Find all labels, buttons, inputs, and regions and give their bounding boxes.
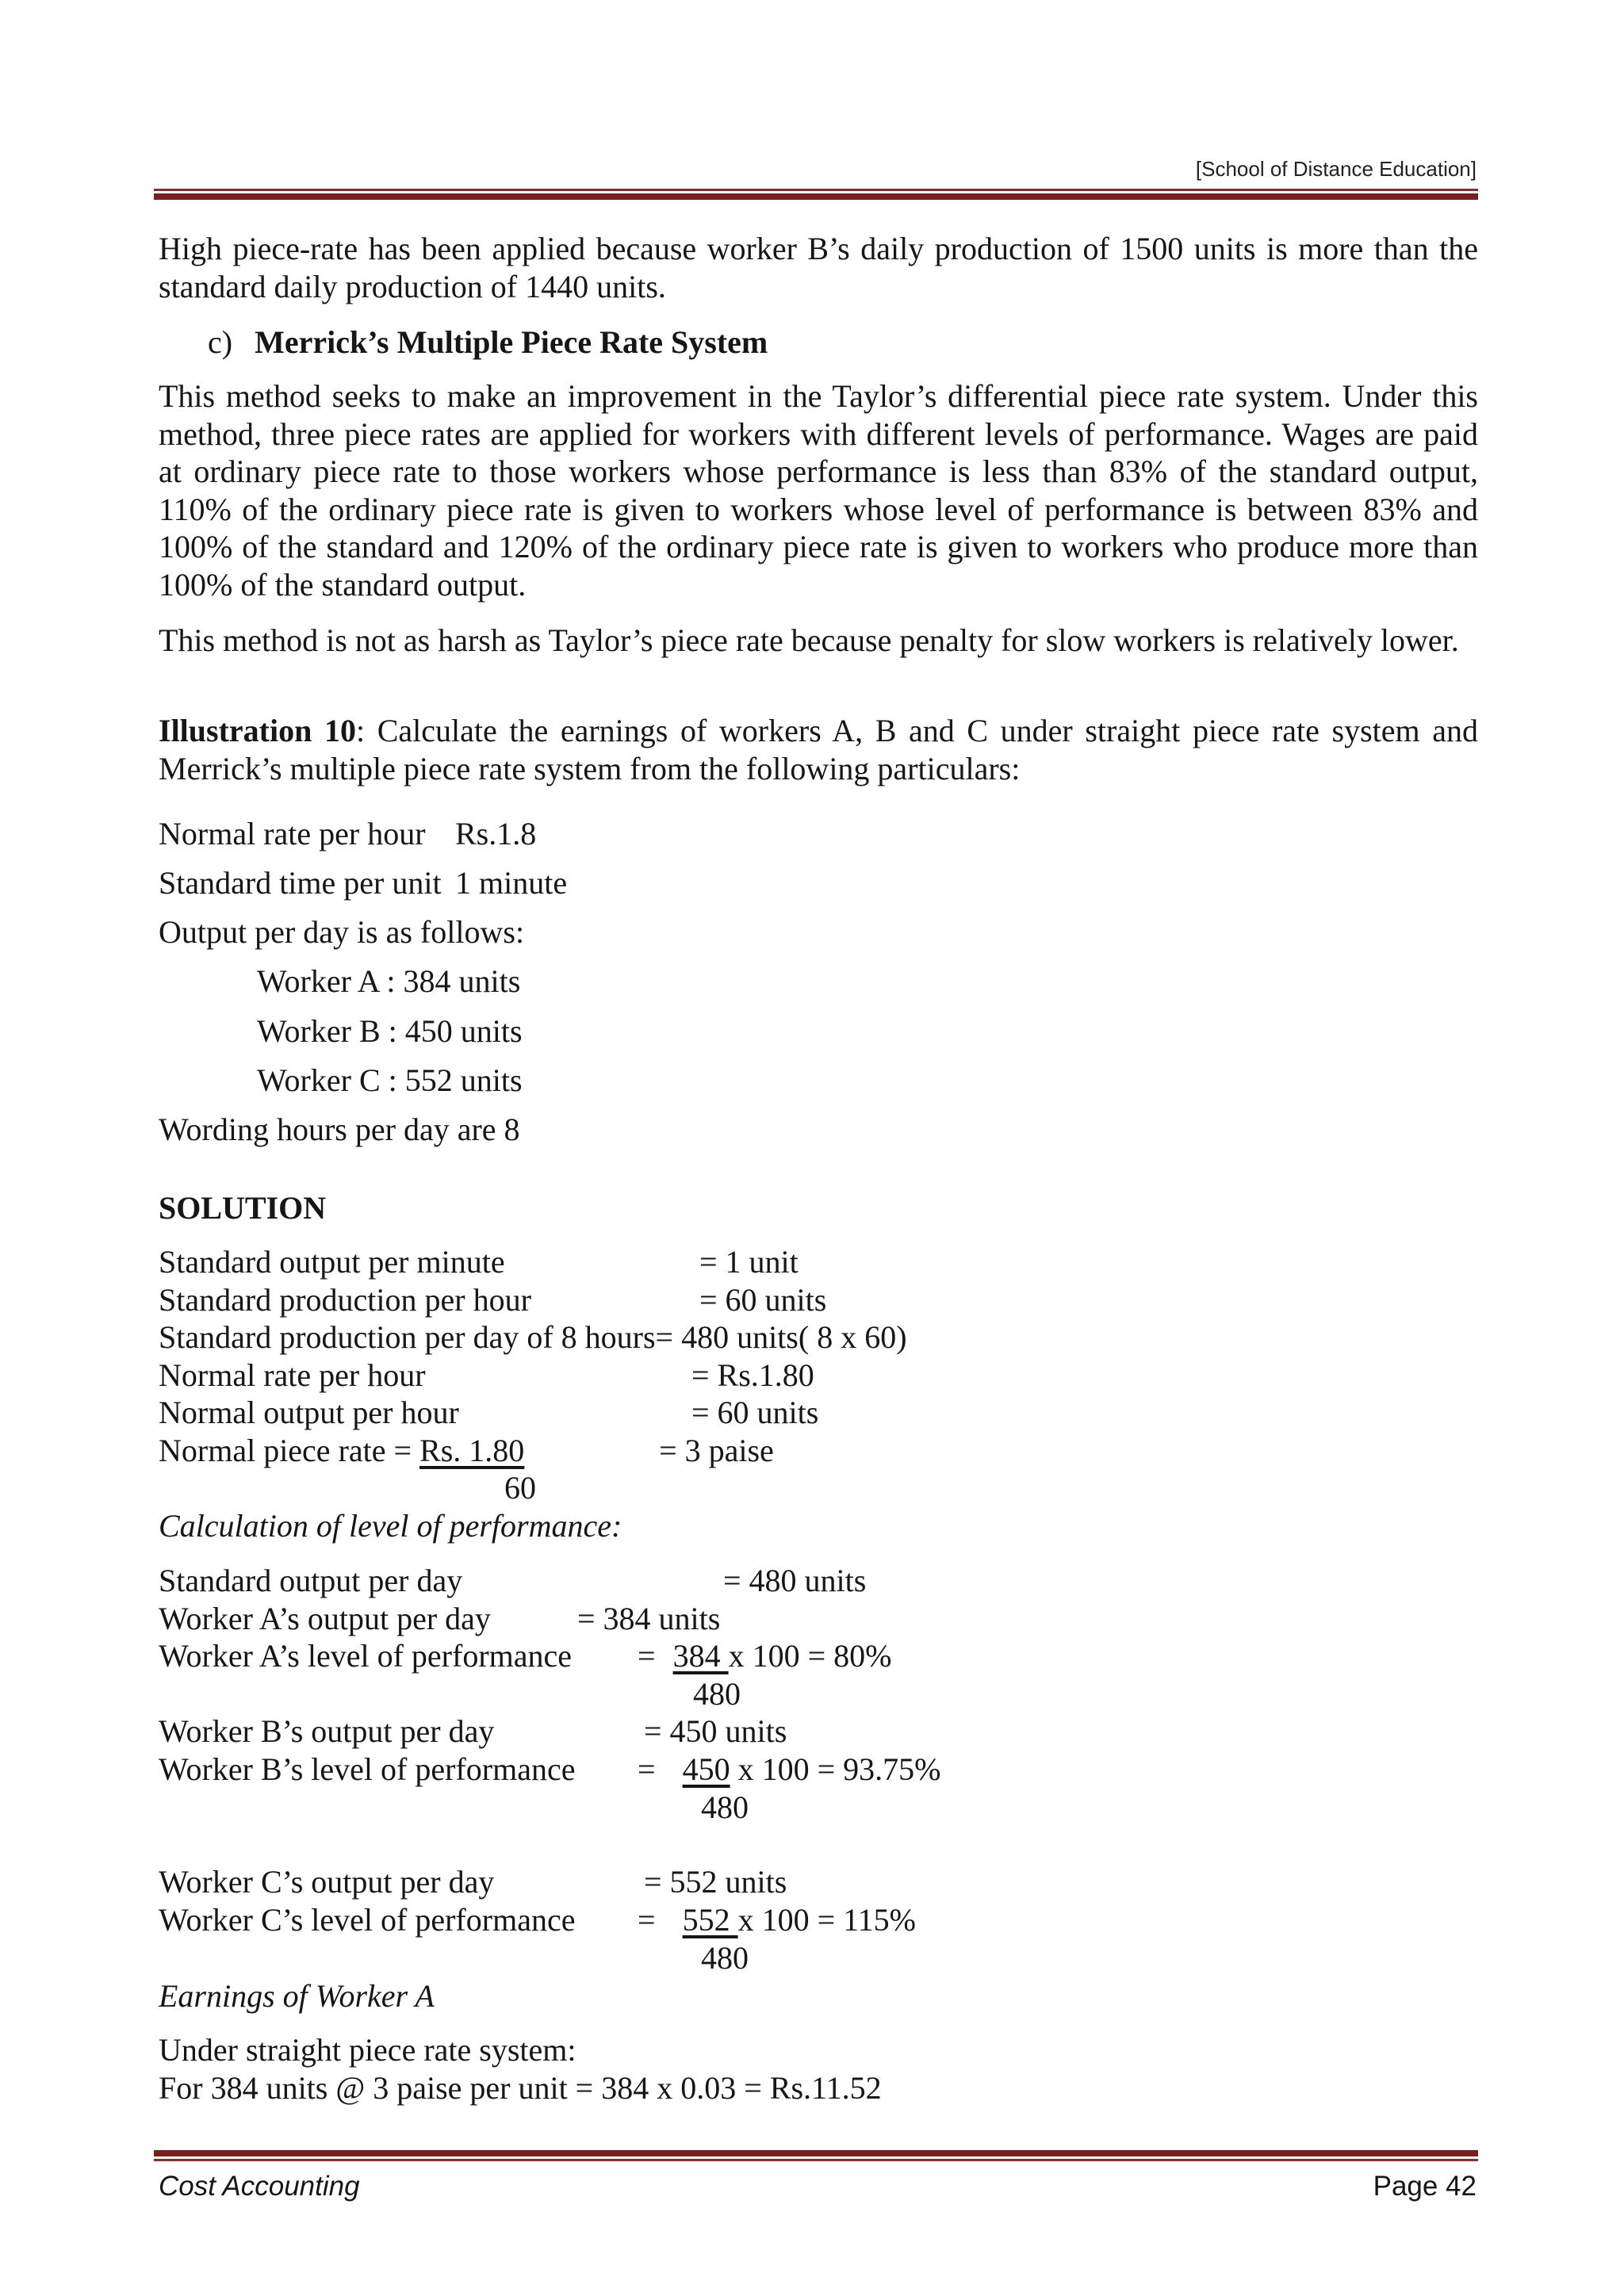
normal-rate-label: Normal rate per hour [159,816,426,851]
normal-piece-rate-line [159,1432,774,1470]
straight-piece-rate-calc: For 384 units @ 3 paise per unit = 384 x 0.03 = Rs.11.52 [159,2070,882,2106]
illustration-text: : Calculate the earnings of workers A, B and C under straight piece rate system and Merrick’s multiple piece rate system from the following particulars: [159,713,1478,786]
header-institution: [School of Distance Education] [1195,157,1477,181]
std-output-minute-label: Standard output per minute [159,1244,505,1280]
earnings-worker-a-heading: Earnings of Worker A [159,1978,435,2014]
footer-rule-thin [154,2159,1478,2161]
worker-a-output: Worker A : 384 units [257,963,521,999]
worker-c-performance-calc [638,1901,916,1939]
illustration-10 [159,712,1478,787]
header-rule-thin [154,189,1478,191]
worker-b-result: x 100 = 93.75% [730,1751,941,1787]
worker-c-eq: = [638,1902,656,1938]
normal-output-hour-value: = 60 units [691,1395,819,1430]
section-c-label: c) [208,324,233,360]
worker-b-numerator: 450 [682,1751,730,1787]
worker-b-output-value: = 450 units [644,1713,787,1749]
worker-c-output: Worker C : 552 units [257,1062,523,1098]
worker-b-performance-calc [638,1751,940,1789]
worker-a-numerator: 384 [672,1638,729,1674]
worker-b-output-label: Worker B’s output per day [159,1713,495,1749]
solution-heading: SOLUTION [159,1190,327,1226]
std-output-day-value: = 480 units [723,1563,867,1598]
std-production-hour-value: = 60 units [699,1282,827,1318]
normal-rate-hour-value: = Rs.1.80 [691,1357,814,1393]
std-time-value: 1 minute [455,865,568,901]
worker-c-denominator: 480 [701,1940,749,1976]
worker-a-eq: = [638,1638,656,1674]
piece-rate-numerator: Rs. 1.80 [419,1433,525,1468]
piece-rate-result: = 3 paise [659,1433,774,1468]
std-output-day-label: Standard output per day [159,1563,463,1598]
worker-a-output-value: = 384 units [577,1601,721,1636]
paragraph-high-piece-rate: High piece-rate has been applied because worker B’s daily production of 1500 units is more than the standard daily production of 1440 units. [159,231,1478,304]
worker-c-output-value: = 552 units [644,1864,787,1900]
footer-page-number: Page 42 [1373,2171,1477,2202]
worker-c-performance-label: Worker C’s level of performance [159,1902,576,1938]
worker-c-numerator: 552 [682,1902,738,1938]
worker-b-denominator: 480 [701,1789,749,1825]
std-production-day-line: Standard production per day of 8 hours= 480 units( 8 x 60) [159,1319,907,1355]
normal-output-hour-label: Normal output per hour [159,1395,459,1430]
worker-a-output-label: Worker A’s output per day [159,1601,491,1636]
section-c-heading [208,323,768,362]
worker-b-output: Worker B : 450 units [257,1013,523,1049]
worker-a-result: x 100 = 80% [728,1638,892,1674]
normal-rate-hour-label: Normal rate per hour [159,1357,426,1393]
performance-heading: Calculation of level of performance: [159,1508,622,1544]
worker-c-result: x 100 = 115% [737,1902,916,1938]
worker-a-performance-label: Worker A’s level of performance [159,1638,573,1674]
worker-a-denominator: 480 [693,1676,741,1712]
footer-rule-thick [154,2150,1478,2156]
straight-piece-rate-label: Under straight piece rate system: [159,2032,576,2068]
worker-b-performance-label: Worker B’s level of performance [159,1751,576,1787]
header-rule-thick [154,193,1478,200]
piece-rate-denominator: 60 [504,1470,536,1506]
section-c-title: Merrick’s Multiple Piece Rate System [255,324,768,360]
std-output-minute-value: = 1 unit [699,1244,799,1280]
std-time-label: Standard time per unit [159,865,442,901]
paragraph-merrick-method: This method seeks to make an improvement in the Taylor’s differential piece rate system. Under this method, three piece rates are applied for workers with different levels of performance. Wages are paid at ordinary piece rate to those workers whose performance is less than 83% of the standard output, 110% of the ordinary piece rate is given to workers whose level of performance is between 83% and 100% of the standard and 120% of the ordinary piece rate is given to workers who produce more than 100% of the standard output. [159,378,1478,603]
paragraph-not-harsh: This method is not as harsh as Taylor’s piece rate because penalty for slow workers is relatively lower. [159,622,1459,658]
worker-b-eq: = [638,1751,656,1787]
normal-rate-value: Rs.1.8 [455,816,537,851]
std-production-hour-label: Standard production per hour [159,1282,531,1318]
worker-c-output-label: Worker C’s output per day [159,1864,495,1900]
illustration-label: Illustration 10 [159,713,356,748]
piece-rate-label: Normal piece rate = [159,1433,420,1468]
worker-a-performance-calc [638,1637,891,1675]
working-hours: Wording hours per day are 8 [159,1112,520,1147]
output-intro: Output per day is as follows: [159,914,525,950]
footer-course: Cost Accounting [159,2171,360,2202]
